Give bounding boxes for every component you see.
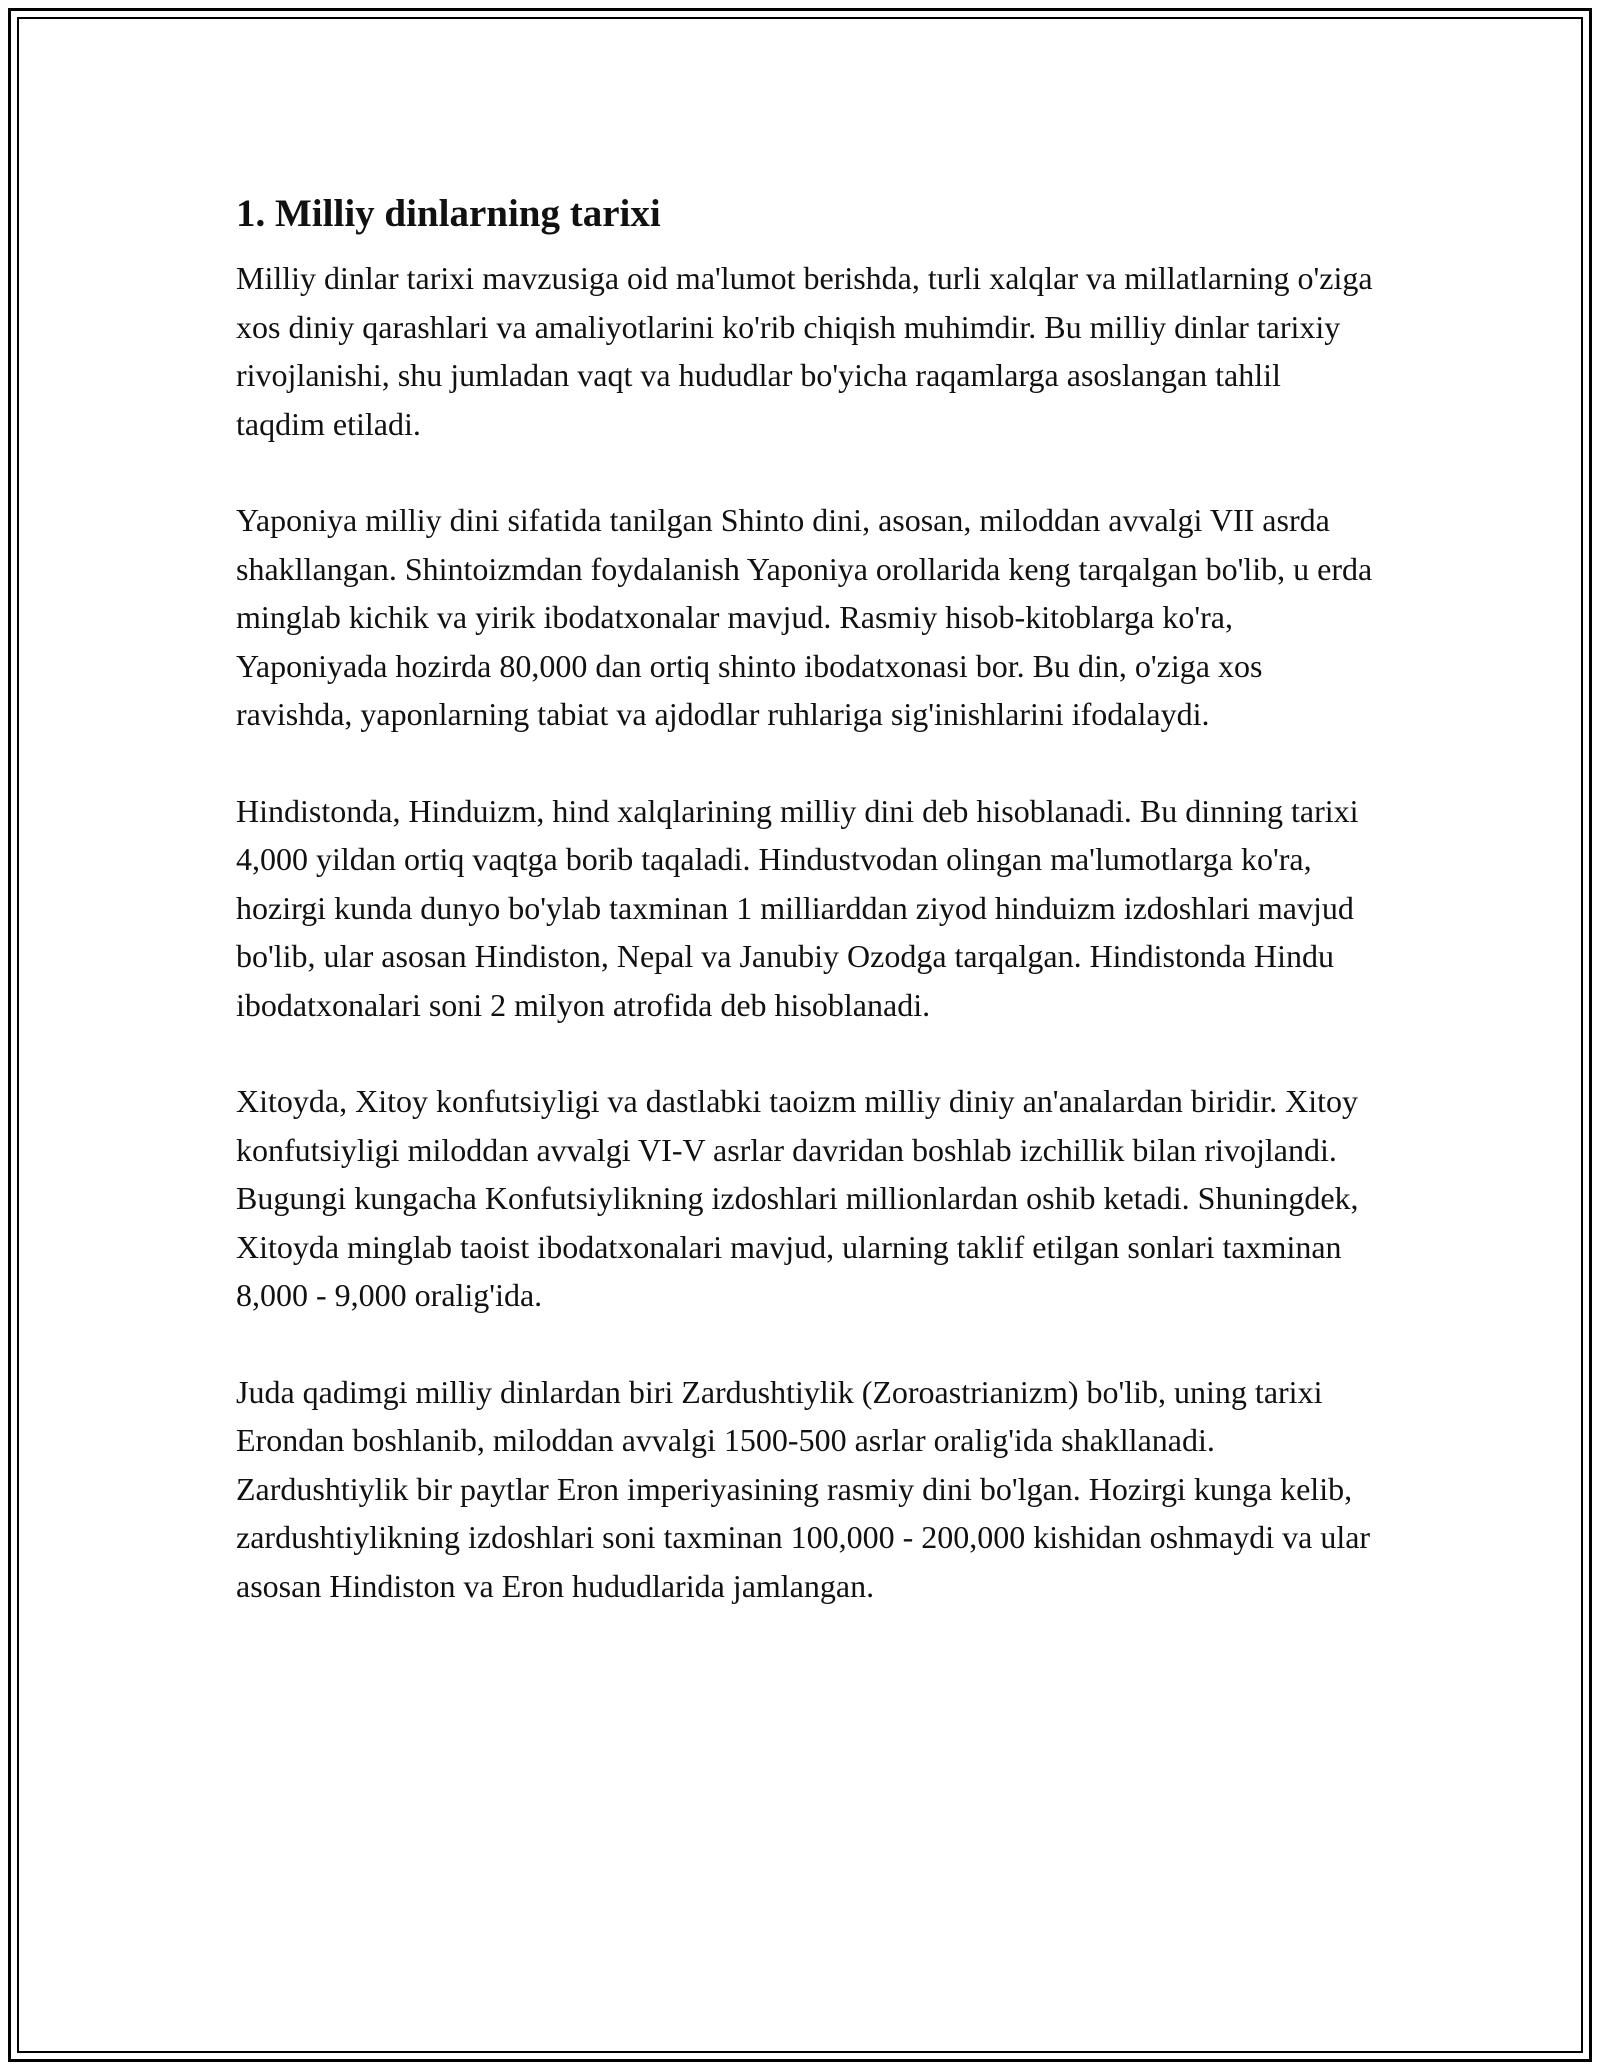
paragraph-intro: Milliy dinlar tarixi mavzusiga oid ma'lumot berishda, turli xalqlar va millatlarning o'ziga xos diniy qarashlari va amaliyotlarini ko'rib chiqish muhimdir. Bu milliy dinlar tarixiy rivojlanishi, shu jumladan vaqt va hududlar bo'yicha raqamlarga asoslangan tahlil taqdim etiladi. (236, 260, 1373, 442)
paragraph-hinduism: Hindistonda, Hinduizm, hind xalqlarining milliy dini deb hisoblanadi. Bu dinning tarixi 4,000 yildan ortiq vaqtga borib taqaladi. Hindustvodan olingan ma'lumotlarga ko'ra, hozirgi kunda dunyo bo'ylab taxminan 1 milliarddan ziyod hinduizm izdoshlari mavjud bo'lib, ular asosan Hindiston, Nepal va Janubiy Ozodga tarqalgan. Hindistonda Hindu ibodatxonalari soni 2 milyon atrofida deb hisoblanadi. (236, 792, 1359, 1023)
paragraph-zoroastrianism: Juda qadimgi milliy dinlardan biri Zardushtiylik (Zoroastrianizm) bo'lib, uning tarixi Erondan boshlanib, miloddan avvalgi 1500-500 asrlar oralig'ida shakllanadi. Zardushtiylik bir paytlar Eron imperiyasining rasmiy dini bo'lgan. Hozirgi kunga kelib, zardushtiylikning izdoshlari soni taxminan 100,000 - 200,000 kishidan oshmaydi va ular asosan Hindiston va Eron hududlarida jamlangan. (236, 1373, 1371, 1604)
section-heading: 1. Milliy dinlarning tarixi (236, 192, 661, 235)
paragraph-shinto: Yaponiya milliy dini sifatida tanilgan Shinto dini, asosan, miloddan avvalgi VII asrda shakllangan. Shintoizmdan foydalanish Yaponiya orollarida keng tarqalgan bo'lib, u erda minglab kichik va yirik ibodatxonalar mavjud. Rasmiy hisob-kitoblarga ko'ra, Yaponiyada hozirda 80,000 dan ortiq shinto ibodatxonasi bor. Bu din, o'ziga xos ravishda, yaponlarning tabiat va ajdodlar ruhlariga sig'inishlarini ifodalaydi. (236, 502, 1373, 732)
document-body (236, 188, 1376, 1658)
paragraph-confucianism: Xitoyda, Xitoy konfutsiyligi va dastlabki taoizm milliy diniy an'analardan biridir. Xitoy konfutsiyligi miloddan avvalgi VI-V asrlar davridan boshlab izchillik bilan rivojlandi. Bugungi kungacha Konfutsiylikning izdoshlari millionlardan oshib ketadi. Shuningdek, Xitoyda minglab taoist ibodatxonalari mavjud, ularning taklif etilgan sonlari taxminan 8,000 - 9,000 oralig'ida. (236, 1083, 1359, 1313)
